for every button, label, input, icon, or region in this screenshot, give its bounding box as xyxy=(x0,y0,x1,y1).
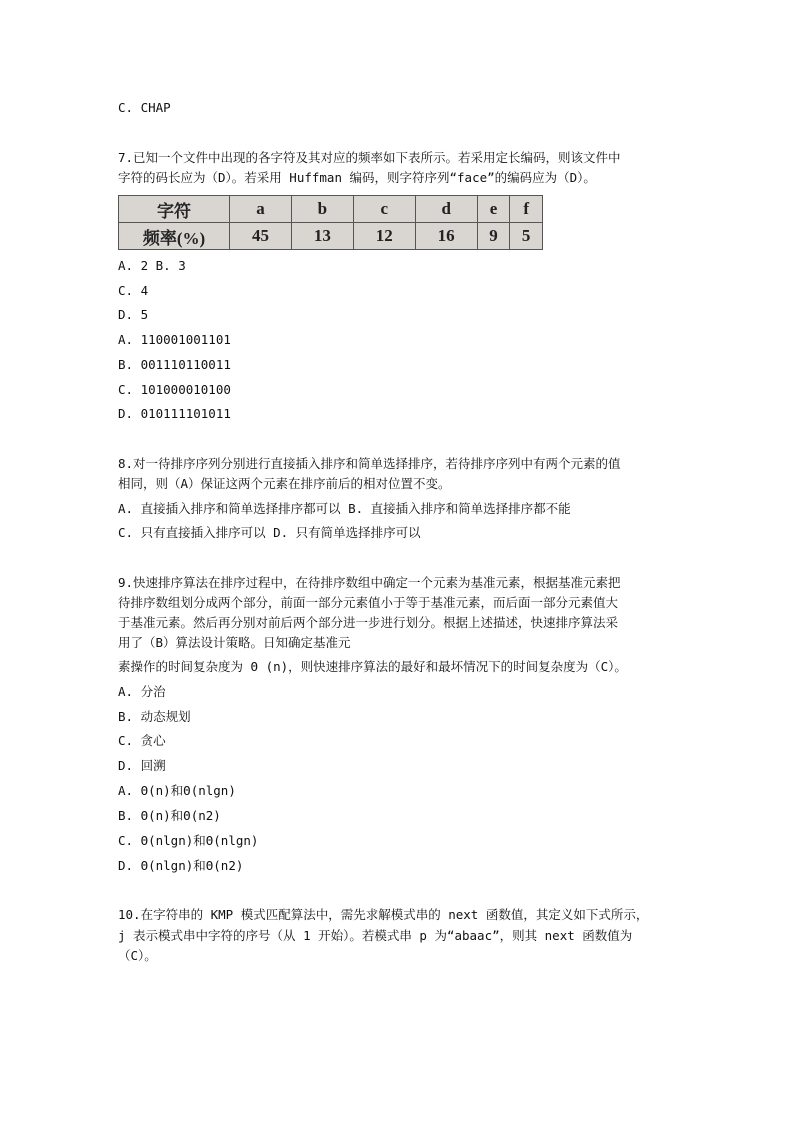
option-text: C. 只有直接插入排序可以 D. 只有简单选择排序可以 xyxy=(118,525,421,540)
option-text: C. 101000010100 xyxy=(118,382,231,397)
question-9-text: 9.快速排序算法在排序过程中，在待排序数组中确定一个元素为基准元素，根据基准元素把 xyxy=(118,575,621,590)
question-9-text: 素操作的时间复杂度为 Θ (n)，则快速排序算法的最好和最坏情况下的时间复杂度为（C）。 xyxy=(118,659,627,674)
table-cell: 13 xyxy=(291,223,353,250)
table-cell: 9 xyxy=(477,223,510,250)
question-7-text: 字符的码长应为（D）。若采用 Huffman 编码，则字符序列“face”的编码应为（D）。 xyxy=(118,170,596,185)
question-10-text: （C）。 xyxy=(118,948,157,963)
table-cell: c xyxy=(353,196,415,223)
table-cell: 45 xyxy=(230,223,292,250)
question-7-text: 7.已知一个文件中出现的各字符及其对应的频率如下表所示。若采用定长编码，则该文件中 xyxy=(118,150,621,165)
table-cell: 12 xyxy=(353,223,415,250)
question-9-text: 待排序数组划分成两个部分，前面一部分元素值小于等于基准元素，而后面一部分元素值大 xyxy=(118,595,619,610)
table-cell: 5 xyxy=(510,223,543,250)
table-row xyxy=(119,223,543,250)
frequency-table xyxy=(118,195,543,250)
option-text: B. Θ(n)和Θ(n2) xyxy=(118,808,221,823)
table-cell: b xyxy=(291,196,353,223)
table-cell: a xyxy=(230,196,292,223)
option-text: B. 001110110011 xyxy=(118,357,231,372)
option-text: C. 贪心 xyxy=(118,733,166,748)
table-cell: e xyxy=(477,196,510,223)
table-header: 频率(%) xyxy=(119,223,230,250)
option-text: A. 分治 xyxy=(118,684,166,699)
question-9-text: 于基准元素。然后再分别对前后两个部分进一步进行划分。根据上述描述，快速排序算法采 xyxy=(118,615,619,630)
option-text: A. 110001001101 xyxy=(118,332,231,347)
table-cell: f xyxy=(510,196,543,223)
table-row xyxy=(119,196,543,223)
option-text: D. 回溯 xyxy=(118,758,166,773)
question-8-text: 8.对一待排序序列分别进行直接插入排序和简单选择排序，若待排序序列中有两个元素的值 xyxy=(118,456,621,471)
option-text: A. Θ(n)和Θ(nlgn) xyxy=(118,783,236,798)
option-text: C. 4 xyxy=(118,283,149,298)
question-10-text: 10.在字符串的 KMP 模式匹配算法中，需先求解模式串的 next 函数值，其定义如下式所示， xyxy=(118,907,649,922)
option-text: A. 直接插入排序和简单选择排序都可以 B. 直接插入排序和简单选择排序都不能 xyxy=(118,501,571,516)
table-cell: 16 xyxy=(415,223,477,250)
table-cell: d xyxy=(415,196,477,223)
option-text: D. 5 xyxy=(118,307,149,322)
table-header: 字符 xyxy=(119,196,230,223)
option-text: D. 010111101011 xyxy=(118,406,231,421)
question-9-text: 用了（B）算法设计策略。日知确定基准元 xyxy=(118,635,351,650)
option-text: C. CHAP xyxy=(118,100,171,115)
option-text: C. Θ(nlgn)和Θ(nlgn) xyxy=(118,833,259,848)
option-text: B. 动态规划 xyxy=(118,709,191,724)
question-10-text: j 表示模式串中字符的序号（从 1 开始）。若模式串 p 为“abaac”，则其 next 函数值为 xyxy=(118,928,633,943)
question-8-text: 相同，则（A）保证这两个元素在排序前后的相对位置不变。 xyxy=(118,476,451,491)
option-text: A. 2 B. 3 xyxy=(118,258,186,273)
option-text: D. Θ(nlgn)和Θ(n2) xyxy=(118,858,244,873)
